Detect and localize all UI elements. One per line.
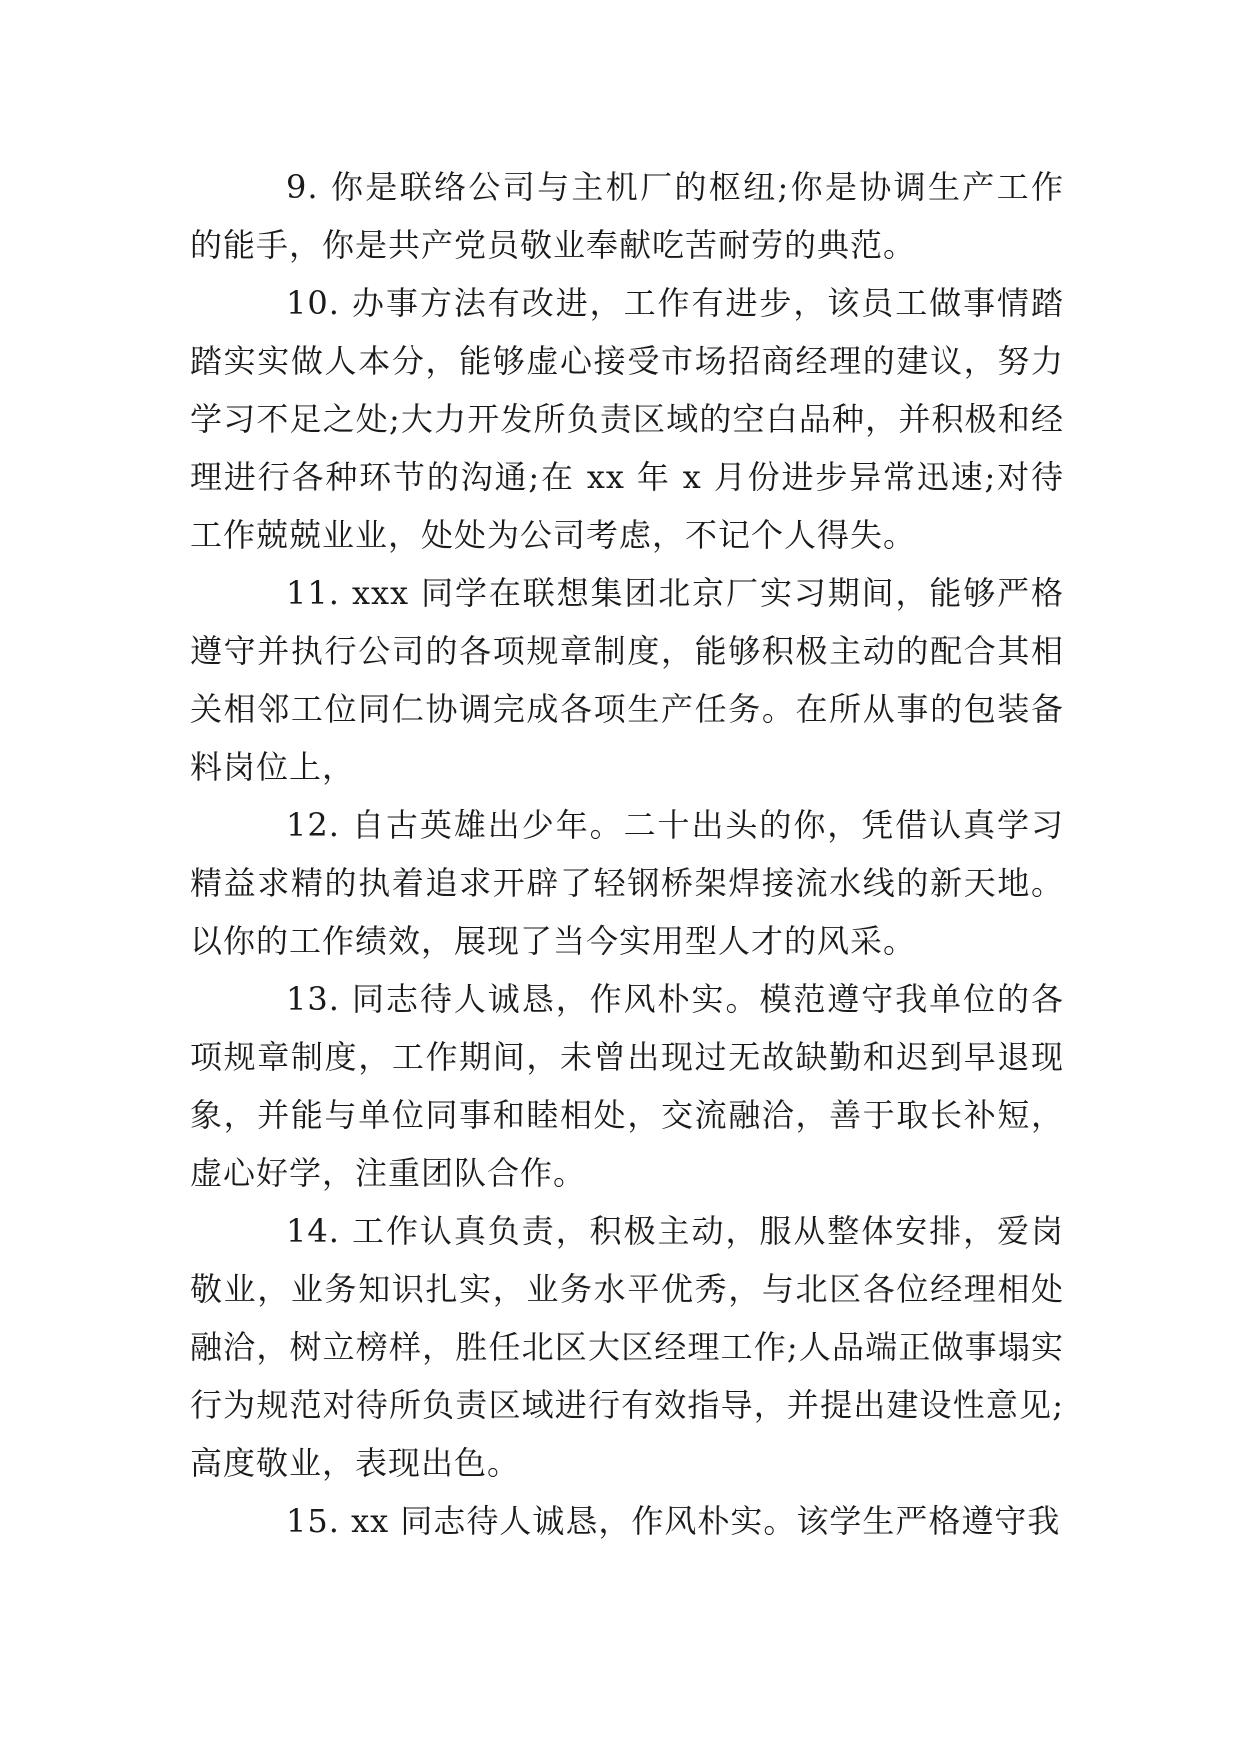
- paragraph-13: 13. 同志待人诚恳，作风朴实。模范遵守我单位的各项规章制度，工作期间，未曾出现过无故缺勤和迟到早退现象，并能与单位同事和睦相处，交流融洽，善于取长补短，虚心好学，注重团队合作。: [190, 980, 1064, 1192]
- paragraph-14: 14. 工作认真负责，积极主动，服从整体安排，爱岗敬业，业务知识扎实，业务水平优秀，与北区各位经理相处融洽，树立榜样，胜任北区大区经理工作;人品端正做事塌实行为规范对待所负责区域进行有效指导，并提出建设性意见;高度敬业，表现出色。: [190, 1212, 1064, 1482]
- paragraph-15: 15. xx 同志待人诚恳，作风朴实。该学生严格遵守我: [286, 1502, 1061, 1540]
- document-body: [190, 158, 1064, 1550]
- paragraph-10: 10. 办事方法有改进，工作有进步，该员工做事情踏踏实实做人本分，能够虚心接受市场招商经理的建议，努力学习不足之处;大力开发所负责区域的空白品种，并积极和经理进行各种环节的沟通;在 xx 年 x 月份进步异常迅速;对待工作兢兢业业，处处为公司考虑，不记个人得失。: [190, 284, 1064, 554]
- paragraph-11: 11. xxx 同学在联想集团北京厂实习期间，能够严格遵守并执行公司的各项规章制度，能够积极主动的配合其相关相邻工位同仁协调完成各项生产任务。在所从事的包装备料岗位上，: [190, 574, 1064, 786]
- paragraph-12: 12. 自古英雄出少年。二十出头的你，凭借认真学习精益求精的执着追求开辟了轻钢桥架焊接流水线的新天地。以你的工作绩效，展现了当今实用型人才的风采。: [190, 806, 1064, 960]
- paragraph-9: 9. 你是联络公司与主机厂的枢纽;你是协调生产工作的能手，你是共产党员敬业奉献吃苦耐劳的典范。: [190, 168, 1064, 264]
